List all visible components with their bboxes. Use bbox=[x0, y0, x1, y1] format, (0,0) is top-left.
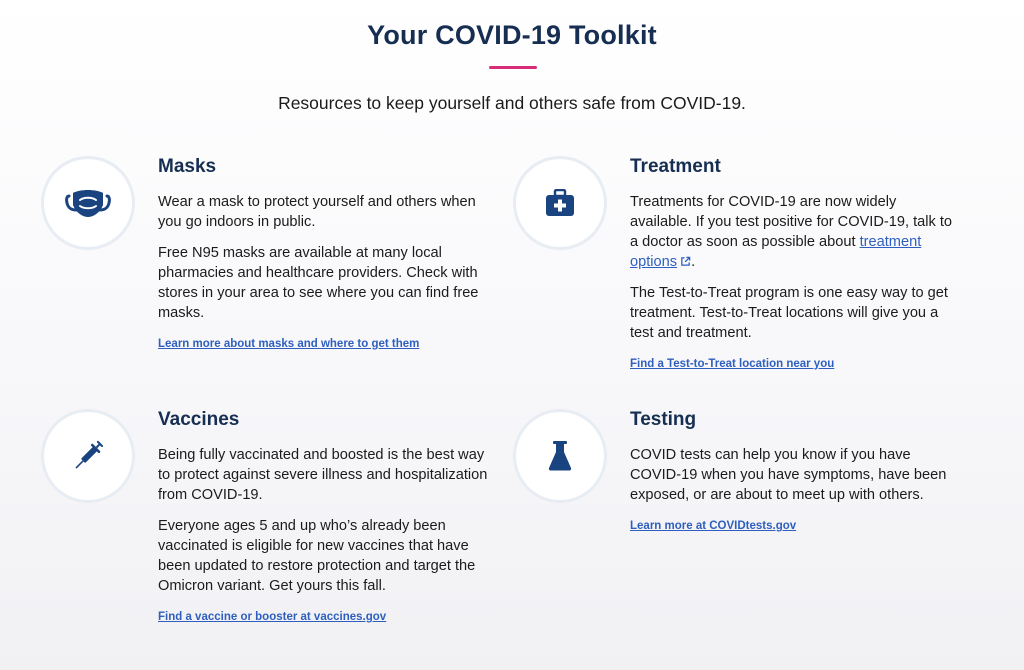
first-aid-kit-icon bbox=[545, 189, 575, 217]
test-to-treat-link[interactable]: Find a Test-to-Treat location near you bbox=[630, 358, 835, 370]
test-flask-icon bbox=[548, 441, 572, 471]
treatment-title: Treatment bbox=[630, 156, 721, 177]
syringe-icon bbox=[70, 438, 106, 474]
vaccines-icon-circle bbox=[41, 409, 135, 503]
treatment-paragraph-2: The Test-to-Treat program is one easy way to get treatment. Test-to-Treat locations will give you a test and treatment. bbox=[630, 285, 948, 341]
testing-paragraph-1: COVID tests can help you know if you have COVID-19 when you have symptoms, have been exposed, or are about to meet up with others. bbox=[630, 447, 947, 503]
masks-paragraph-1: Wear a mask to protect yourself and others when you go indoors in public. bbox=[158, 194, 476, 230]
face-mask-icon bbox=[65, 187, 111, 219]
testing-icon-circle bbox=[513, 409, 607, 503]
vaccines-gov-link[interactable]: Find a vaccine or booster at vaccines.gov bbox=[158, 611, 387, 623]
treatment-options-link-text: treatment options bbox=[630, 234, 922, 270]
covidtests-gov-link[interactable]: Learn more at COVIDtests.gov bbox=[630, 520, 797, 532]
vaccines-title: Vaccines bbox=[158, 409, 240, 430]
external-link-icon bbox=[680, 256, 691, 267]
masks-card-body bbox=[158, 156, 488, 352]
masks-learn-more-link[interactable]: Learn more about masks and where to get them bbox=[158, 338, 420, 350]
treatment-card-body bbox=[630, 156, 960, 372]
page-subtitle: Resources to keep yourself and others safe from COVID-19. bbox=[278, 93, 746, 113]
treatment-paragraph-1-end: . bbox=[691, 254, 696, 270]
masks-icon-circle bbox=[41, 156, 135, 250]
treatment-paragraph-1-text: Treatments for COVID-19 are now widely available. If you test positive for COVID-19, talk to a doctor as soon as possible about bbox=[630, 194, 953, 250]
vaccines-paragraph-1: Being fully vaccinated and boosted is the best way to protect against severe illness and hospitalization from COVID-19. bbox=[158, 447, 488, 503]
title-underline bbox=[489, 66, 537, 69]
masks-title: Masks bbox=[158, 156, 217, 177]
testing-card-body bbox=[630, 409, 960, 534]
treatment-icon-circle bbox=[513, 156, 607, 250]
vaccines-card-body bbox=[158, 409, 488, 625]
testing-title: Testing bbox=[630, 409, 697, 430]
treatment-paragraph-1 bbox=[630, 192, 960, 272]
vaccines-paragraph-2: Everyone ages 5 and up who’s already been vaccinated is eligible for new vaccines that have been updated to restore protection and target the Omicron variant. Get yours this fall. bbox=[158, 518, 476, 594]
page-title: Your COVID-19 Toolkit bbox=[367, 20, 657, 50]
masks-paragraph-2: Free N95 masks are available at many local pharmacies and healthcare providers. Check with stores in your area to see where you can find free masks. bbox=[158, 245, 479, 321]
